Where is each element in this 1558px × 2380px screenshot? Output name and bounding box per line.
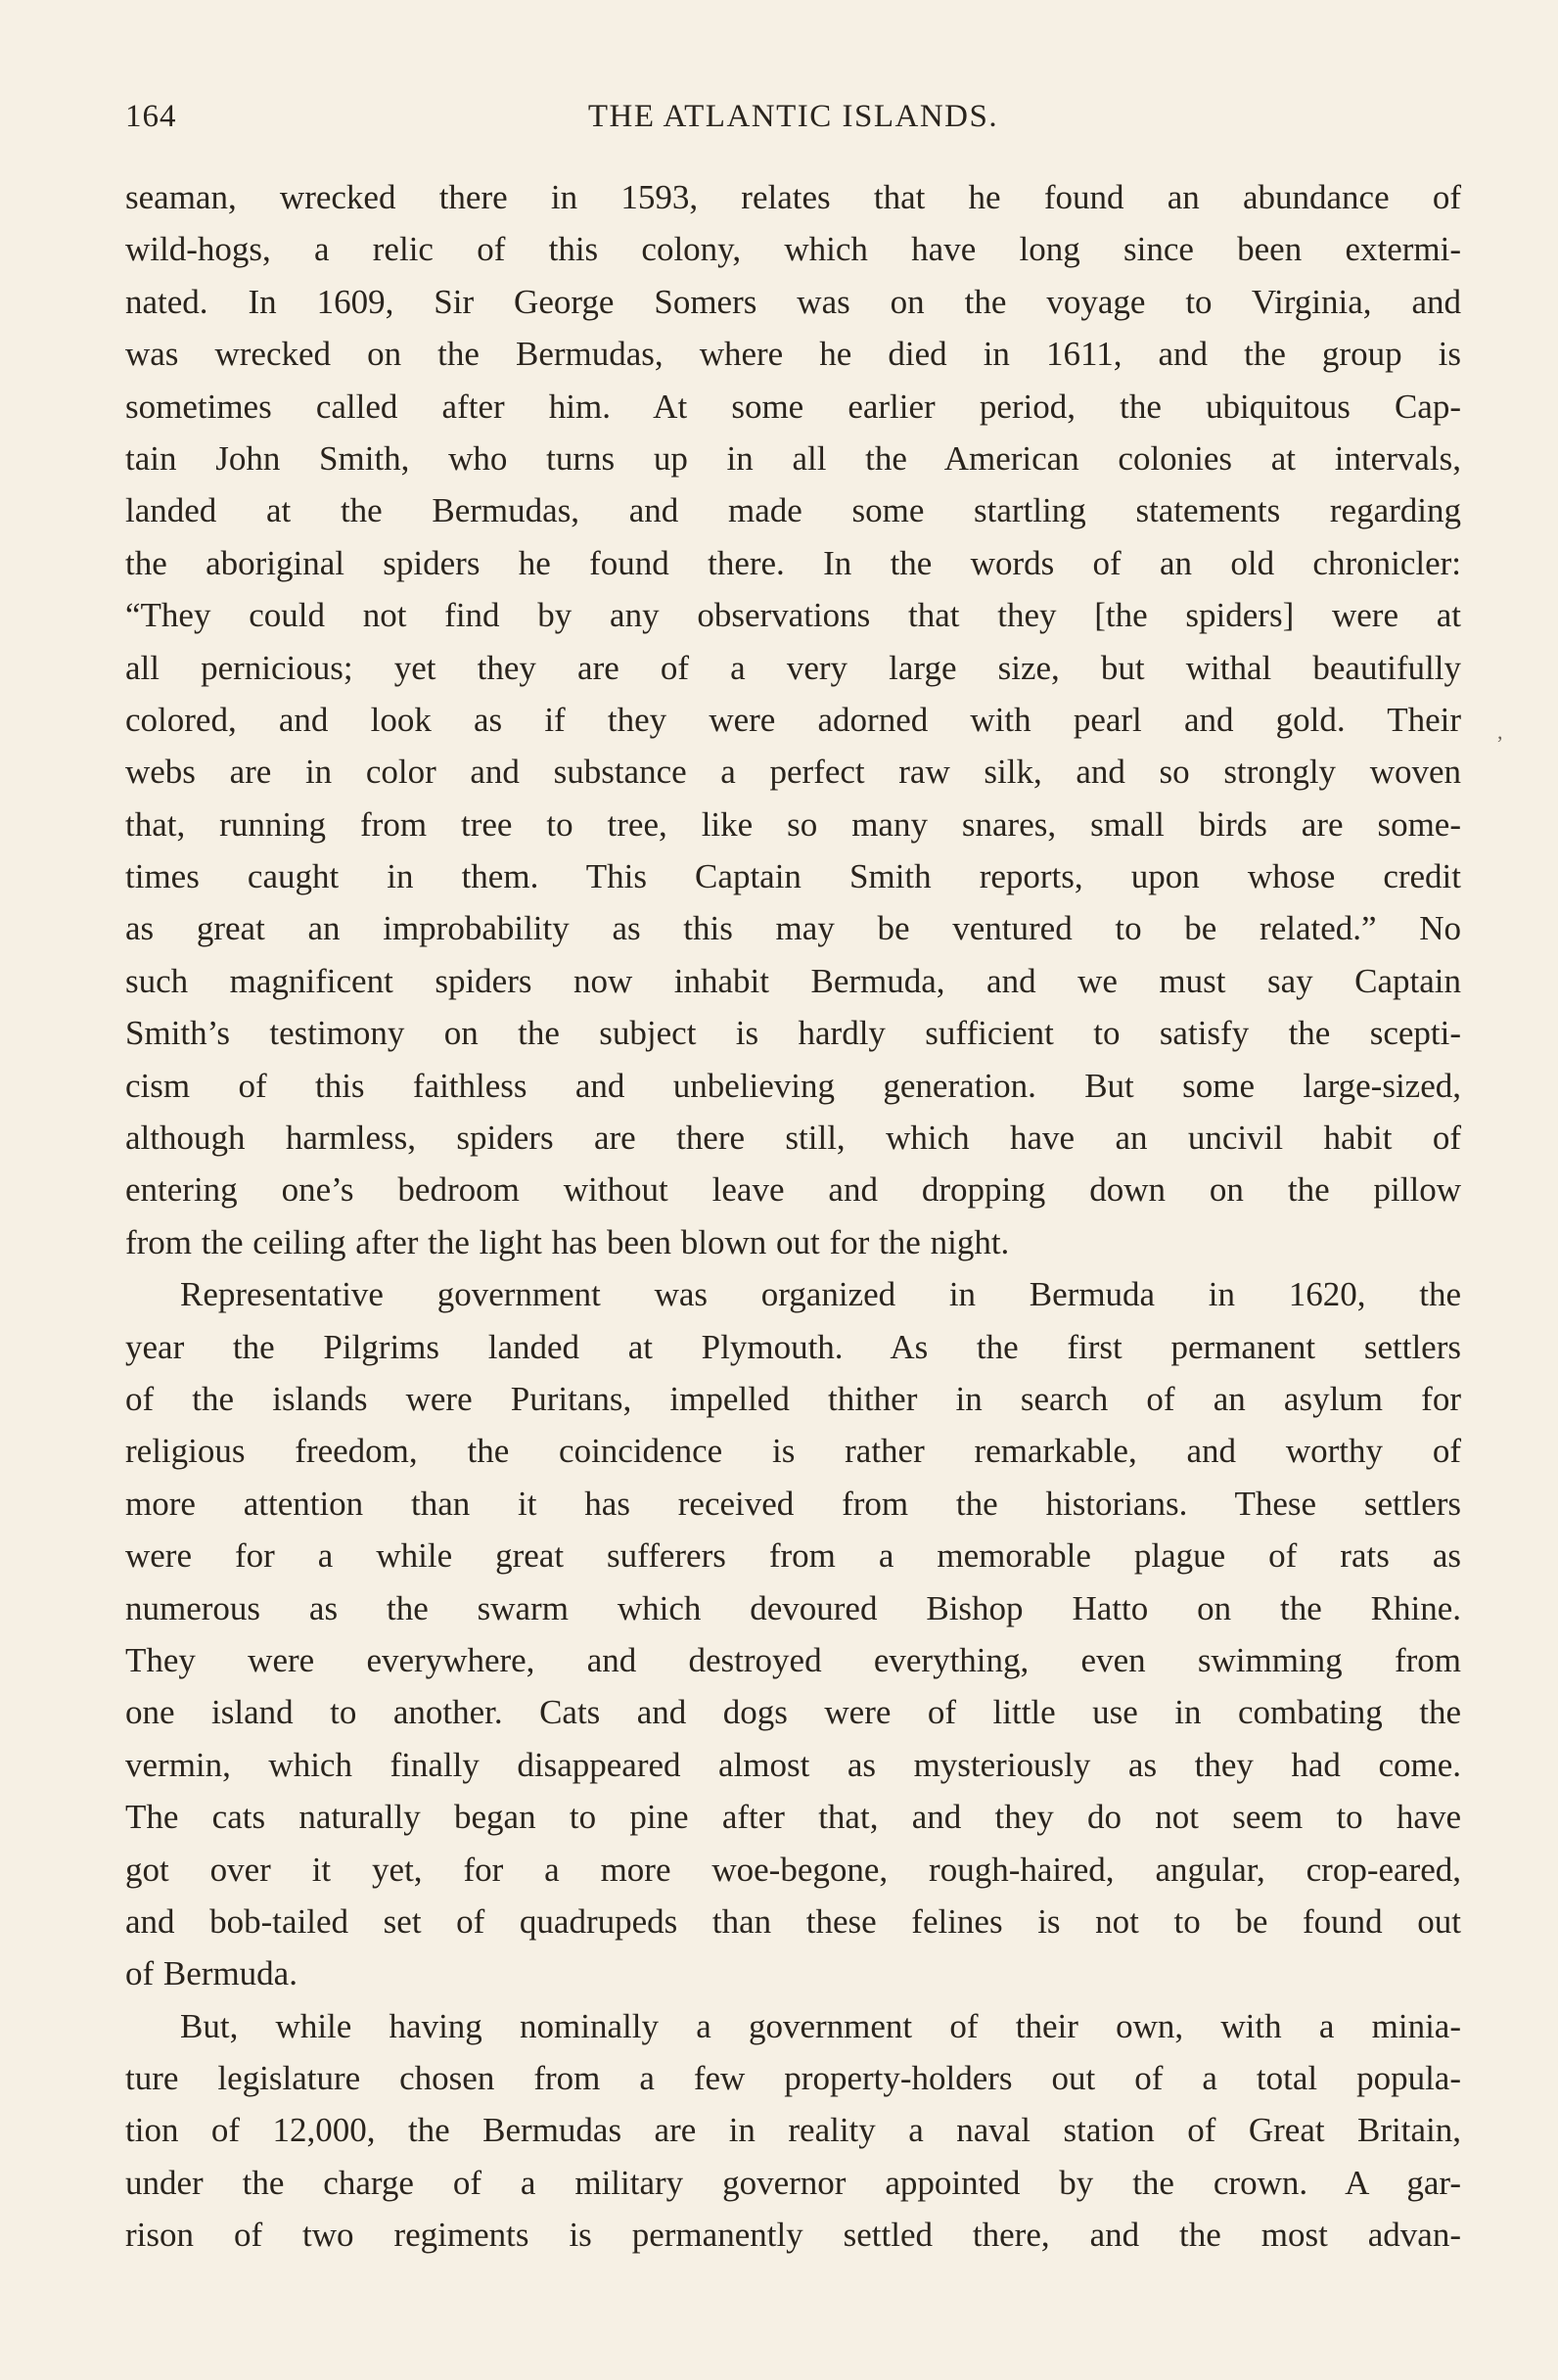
text-line: times caught in them. This Captain Smith reports, upon whose credit xyxy=(125,857,1461,896)
running-head xyxy=(125,99,1461,138)
text-line: such magnificent spiders now inhabit Bermuda, and we must say Captain xyxy=(125,961,1461,1000)
margin-speck: , xyxy=(1497,719,1503,744)
text-line: all pernicious; yet they are of a very large size, but withal beautifully xyxy=(125,648,1461,687)
text-line: nated. In 1609, Sir George Somers was on the voyage to Virginia, and xyxy=(125,282,1461,321)
text-line: the aboriginal spiders he found there. In the words of an old chronicler: xyxy=(125,543,1461,582)
text-line: “They could not find by any observations that they [the spiders] were at xyxy=(125,596,1461,635)
text-line: The cats naturally began to pine after that, and they do not seem to have xyxy=(125,1798,1461,1837)
text-line: webs are in color and substance a perfect raw silk, and so strongly woven xyxy=(125,753,1461,792)
text-line: as great an improbability as this may be ventured to be related.” No xyxy=(125,909,1461,948)
text-line: from the ceiling after the light has been blown out for the night. xyxy=(125,1222,1010,1261)
text-line: of the islands were Puritans, impelled thither in search of an asylum for xyxy=(125,1379,1461,1418)
text-line: cism of this faithless and unbelieving generation. But some large-sized, xyxy=(125,1066,1461,1105)
text-line: was wrecked on the Bermudas, where he died in 1611, and the group is xyxy=(125,335,1461,374)
text-line: But, while having nominally a government of their own, with a minia- xyxy=(180,2006,1461,2045)
text-line: entering one’s bedroom without leave and dropping down on the pillow xyxy=(125,1170,1461,1210)
text-line: that, running from tree to tree, like so many snares, small birds are some- xyxy=(125,804,1461,844)
text-line: Representative government was organized in Bermuda in 1620, the xyxy=(180,1275,1461,1314)
text-line: ture legislature chosen from a few property-holders out of a total popula- xyxy=(125,2059,1461,2098)
text-line: tain John Smith, who turns up in all the American colonies at intervals, xyxy=(125,438,1461,478)
text-line: landed at the Bermudas, and made some startling statements regarding xyxy=(125,491,1461,530)
text-line: more attention than it has received from the historians. These settlers xyxy=(125,1484,1461,1523)
text-line: colored, and look as if they were adorned with pearl and gold. Their xyxy=(125,700,1461,739)
page-number: 164 xyxy=(125,99,177,134)
text-line: They were everywhere, and destroyed everything, even swimming from xyxy=(125,1640,1461,1679)
body-text xyxy=(125,171,1461,2262)
text-line: wild-hogs, a relic of this colony, which have long since been extermi- xyxy=(125,230,1461,269)
text-line: under the charge of a military governor appointed by the crown. A gar- xyxy=(125,2163,1461,2202)
text-line: year the Pilgrims landed at Plymouth. As the first permanent settlers xyxy=(125,1327,1461,1366)
text-line: although harmless, spiders are there still, which have an uncivil habit of xyxy=(125,1119,1461,1158)
text-line: sometimes called after him. At some earlier period, the ubiquitous Cap- xyxy=(125,387,1461,426)
text-line: one island to another. Cats and dogs were of little use in combating the xyxy=(125,1693,1461,1732)
text-line: vermin, which finally disappeared almost as mysteriously as they had come. xyxy=(125,1745,1461,1784)
text-line: were for a while great sufferers from a memorable plague of rats as xyxy=(125,1536,1461,1576)
text-line: tion of 12,000, the Bermudas are in reality a naval station of Great Britain, xyxy=(125,2111,1461,2150)
text-line: and bob-tailed set of quadrupeds than these felines is not to be found out xyxy=(125,1901,1461,1941)
text-line: religious freedom, the coincidence is rather remarkable, and worthy of xyxy=(125,1432,1461,1471)
running-title: THE ATLANTIC ISLANDS. xyxy=(587,99,999,134)
text-line: seaman, wrecked there in 1593, relates that he found an abundance of xyxy=(125,178,1461,216)
text-line: rison of two regiments is permanently settled there, and the most advan- xyxy=(125,2216,1461,2255)
text-line: got over it yet, for a more woe-begone, rough-haired, angular, crop-eared, xyxy=(125,1850,1461,1889)
text-line: Smith’s testimony on the subject is hardly sufficient to satisfy the scepti- xyxy=(125,1014,1461,1053)
text-line: of Bermuda. xyxy=(125,1954,298,1993)
text-line: numerous as the swarm which devoured Bishop Hatto on the Rhine. xyxy=(125,1588,1461,1627)
